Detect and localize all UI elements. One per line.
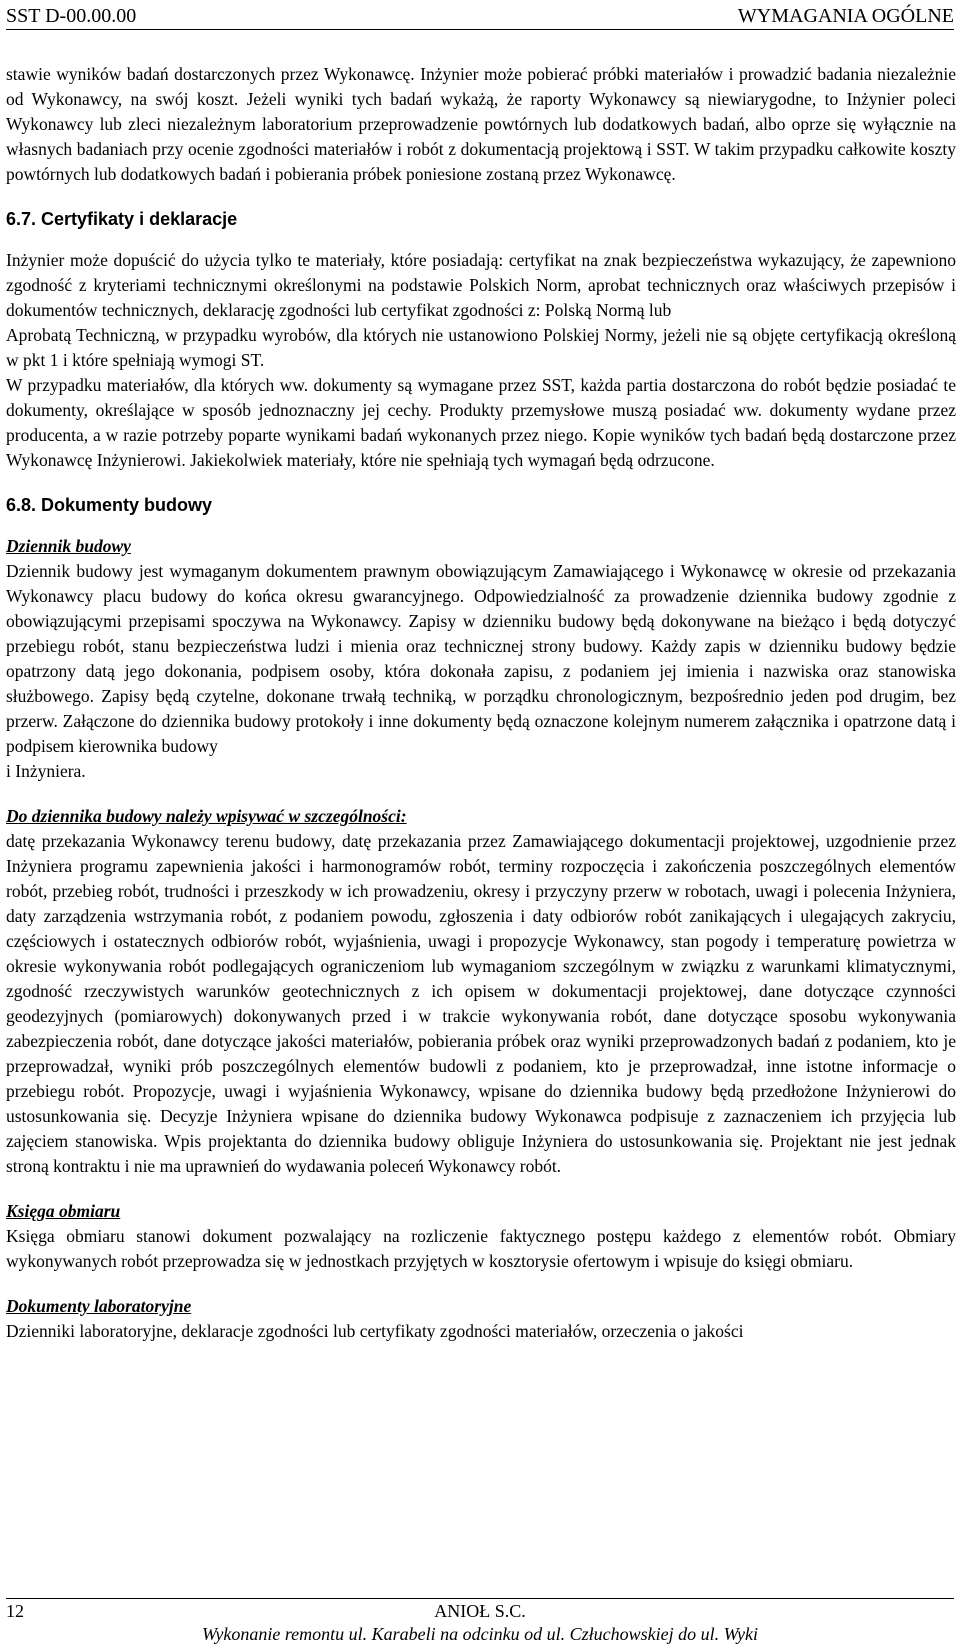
intro-paragraph: stawie wyników badań dostarczonych przez Wykonawcę. Inżynier może pobierać próbki materiałów i prowadzić badania niezależnie od Wykonawcy, na swój koszt. Jeżeli wyniki tych badań wykażą, że raporty Wykonawcy są niewiarygodne, to Inżynier poleci Wykonawcy lub zleci niezależnym laboratorium przeprowadzenie powtórnych lub dodatkowych badań, albo oprze się wyłącznie na własnych badaniach przy ocenie zgodności materiałów i robót z dokumentacją projektową i SST. W takim przypadku całkowite koszty powtórnych lub dodatkowych badań i pobierania próbek poniesione zostaną przez Wykonawcę. — [6, 64, 956, 184]
subheading-entries: Do dziennika budowy należy wpisywać w szczególności: — [6, 806, 407, 826]
certificates-paragraph-2: Aprobatą Techniczną, w przypadku wyrobów, dla których nie ustanowiono Polskiej Normy, jeżeli nie są objęte certyfikacją określoną w pkt 1 i które spełniają wymogi ST. — [6, 325, 956, 370]
header-section-title: WYMAGANIA OGÓLNE — [737, 5, 954, 27]
subheading-dziennik-budowy: Dziennik budowy — [6, 536, 131, 556]
certificates-paragraph-3: W przypadku materiałów, dla których ww. dokumenty są wymagane przez SST, każda partia dostarczona do robót będzie posiadać te dokumenty, określające w sposób jednoznaczny jej cechy. Produkty przemysłowe muszą posiadać ww. dokumenty wydane przez producenta, a w razie potrzeby poparte wynikami badań wykonanych przez niego. Kopie wyników tych badań będą dostarczone przez Wykonawcę Inżynierowi. Jakiekolwiek materiały, które nie spełniają tych wymagań będą odrzucone. — [6, 375, 956, 470]
subheading-ksiega-obmiaru: Księga obmiaru — [6, 1201, 121, 1221]
dziennik-budowy-paragraph: Dziennik budowy jest wymaganym dokumentem prawnym obowiązującym Zamawiającego i Wykonawcę w okresie od przekazania Wykonawcy placu budowy do końca okresu gwarancyjnego. Odpowiedzialność za prowadzenie dziennika budowy zgodnie z obowiązującymi przepisami spoczywa na Wykonawcy. Zapisy w dzienniku budowy będą dokonywane na bieżąco i będą dotyczyć przebiegu robót, stanu bezpieczeństwa ludzi i mienia oraz technicznej strony budowy. Każdy zapis w dzienniku budowy będzie opatrzony datą jego dokonania, podpisem osoby, która dokonała zapisu, z podaniem jej imienia i nazwiska oraz stanowiska służbowego. Zapisy będą czytelne, dokonane trwałą techniką, w porządku chronologicznym, bezpośrednio jeden pod drugim, bez przerw. Załączone do dziennika budowy protokoły i inne dokumenty będą oznaczone kolejnym numerem załącznika i opatrzone datą i podpisem kierownika budowy — [6, 561, 956, 756]
ksiega-obmiaru-paragraph: Księga obmiaru stanowi dokument pozwalający na rozliczenie faktycznego postępu każdego z elementów robót. Obmiary wykonywanych robót przeprowadza się w jednostkach przyjętych w kosztorysie ofertowym i wpisuje do księgi obmiaru. — [6, 1226, 956, 1271]
footer-page-number: 12 — [6, 1601, 24, 1621]
section-heading-6-8: 6.8. Dokumenty budowy — [6, 495, 213, 515]
footer-project-title: Wykonanie remontu ul. Karabeli na odcinku od ul. Człuchowskiej do ul. Wyki — [202, 1624, 758, 1644]
header-spec-code: SST D-00.00.00 — [6, 5, 137, 27]
entries-paragraph: datę przekazania Wykonawcy terenu budowy, datę przekazania przez Zamawiającego dokumentacji projektowej, uzgodnienie przez Inżyniera programu zapewnienia jakości i harmonogramów robót, terminy rozpoczęcia i zakończenia poszczególnych elementów robót, przebieg robót, trudności i przeszkody w ich prowadzeniu, okresy i przyczyny przerw w robotach, uwagi i polecenia Inżyniera, daty zarządzenia wstrzymania robót, z podaniem powodu, zgłoszenia i daty odbiorów robót zanikających i ulegających zakryciu, częściowych i ostatecznych odbiorów robót, wyjaśnienia, uwagi i propozycje Wykonawcy, stan pogody i temperaturę powietrza w okresie wykonywania robót podlegających ograniczeniom lub wymaganiom szczególnym w związku z warunkami klimatycznymi, zgodność rzeczywistych warunków geotechnicznych z ich opisem w dokumentacji projektowej, dane dotyczące czynności geodezyjnych (pomiarowych) dokonywanych przed i w trakcie wykonywania robót, dane dotyczące sposobu wykonywania zabezpieczenia robót, dane dotyczące jakości materiałów, pobierania próbek oraz wyniki przeprowadzonych badań z podaniem, kto je przeprowadzał, wyniki prób poszczególnych elementów budowli z podaniem, kto je przeprowadzał, inne istotne informacje o przebiegu robót. Propozycje, uwagi i wyjaśnienia Wykonawcy, wpisane do dziennika budowy będą przedłożone Inżynierowi do ustosunkowania się. Decyzje Inżyniera wpisane do dziennika budowy Wykonawca podpisuje z zaznaczeniem ich przyjęcia lub zajęciem stanowiska. Wpis projektanta do dziennika budowy obliguje Inżyniera do ustosunkowania się. Projektant nie jest jednak stroną kontraktu i nie ma uprawnień do wydawania poleceń Wykonawcy robót. — [6, 831, 956, 1176]
section-heading-6-7: 6.7. Certyfikaty i deklaracje — [6, 209, 238, 229]
dokumenty-laboratoryjne-paragraph: Dzienniki laboratoryjne, deklaracje zgodności lub certyfikaty zgodności materiałów, orzeczenia o jakości — [6, 1321, 744, 1341]
document-body — [6, 62, 956, 1344]
subheading-dokumenty-laboratoryjne: Dokumenty laboratoryjne — [6, 1296, 192, 1316]
running-header — [6, 3, 954, 30]
running-footer — [6, 1598, 954, 1647]
certificates-paragraph-1: Inżynier może dopuścić do użycia tylko te materiały, które posiadają: certyfikat na znak bezpieczeństwa wykazujący, że zapewniono zgodność z kryteriami technicznymi określonymi na podstawie Polskich Norm, aprobat technicznych oraz właściwych przepisów i dokumentów technicznych, deklarację zgodności lub certyfikat zgodności z: Polską Normą lub — [6, 250, 956, 320]
footer-company: ANIOŁ S.C. — [434, 1601, 526, 1621]
dziennik-budowy-paragraph-end: i Inżyniera. — [6, 761, 86, 781]
